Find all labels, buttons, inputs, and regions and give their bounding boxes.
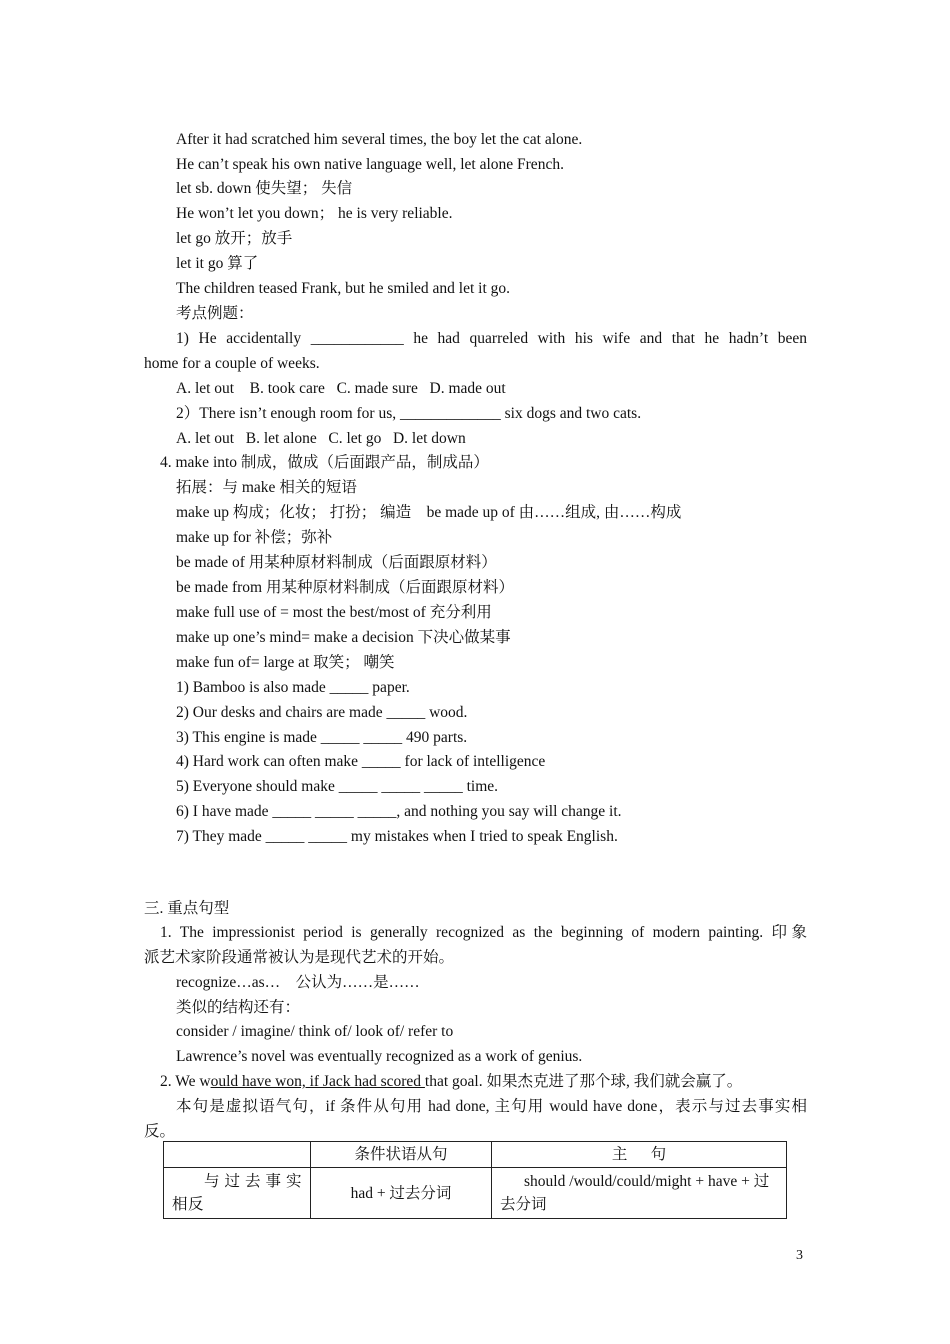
table-header-cell: 条件状语从句 bbox=[311, 1142, 492, 1168]
text-line: 拓展：与 make 相关的短语 bbox=[176, 479, 357, 496]
text-line: 类似的结构还有： bbox=[176, 999, 301, 1016]
text-line: be made of 用某种原材料制成（后面跟原材料） bbox=[176, 554, 497, 571]
cell-text: should /would/could/might + have + 过去分词 bbox=[500, 1173, 770, 1213]
grammar-table bbox=[163, 1141, 787, 1219]
text-line: make up 构成；化妆； 打扮； 编造 be made up of 由……组成, 由……构成 bbox=[176, 504, 682, 521]
exercise-item: 7) They made _____ _____ my mistakes when I tried to speak English. bbox=[176, 828, 618, 845]
text-line: He won’t let you down； he is very reliable. bbox=[176, 205, 453, 222]
table-row bbox=[164, 1168, 787, 1219]
text-line: be made from 用某种原材料制成（后面跟原材料） bbox=[176, 579, 514, 596]
table-cell bbox=[164, 1168, 311, 1219]
exercise-item: 3) This engine is made _____ _____ 490 parts. bbox=[176, 729, 468, 746]
text-line: 反。 bbox=[144, 1123, 176, 1140]
section-heading: 三. 重点句型 bbox=[144, 900, 230, 917]
text-line: A. let out B. let alone C. let go D. let down bbox=[176, 430, 466, 447]
page-number: 3 bbox=[796, 1248, 803, 1263]
text-line: The children teased Frank, but he smiled and let it go. bbox=[176, 280, 511, 297]
table-header-cell: 主 句 bbox=[492, 1142, 787, 1168]
text-line: 2）There isn’t enough room for us, _____________ six dogs and two cats. bbox=[176, 405, 642, 422]
table-cell bbox=[492, 1168, 787, 1219]
text-line: make up for 补偿；弥补 bbox=[176, 529, 333, 546]
table-row bbox=[164, 1142, 787, 1168]
text-line: home for a couple of weeks. bbox=[144, 355, 320, 372]
text-line: Lawrence’s novel was eventually recognized as a work of genius. bbox=[176, 1048, 583, 1065]
exercise-item: 1) Bamboo is also made _____ paper. bbox=[176, 679, 410, 696]
text-line: After it had scratched him several times, the boy let the cat alone. bbox=[176, 131, 583, 148]
table-header-cell bbox=[164, 1142, 311, 1168]
text-line: let go 放开；放手 bbox=[176, 230, 293, 247]
exercise-item: 2) Our desks and chairs are made _____ wood. bbox=[176, 704, 468, 721]
text-line: make fun of= large at 取笑； 嘲笑 bbox=[176, 654, 395, 671]
text-line: 派艺术家阶段通常被认为是现代艺术的开始。 bbox=[144, 949, 455, 966]
table-cell: had + 过去分词 bbox=[311, 1168, 492, 1219]
text-line: recognize…as… 公认为……是…… bbox=[176, 974, 420, 991]
text-line: He can’t speak his own native language well, let alone French. bbox=[176, 156, 564, 173]
text-line: 考点例题： bbox=[176, 305, 254, 322]
cell-text: 与 过 去 事 实 相反 bbox=[172, 1173, 302, 1213]
text-line: 1. The impressionist period is generally recognized as the beginning of modern painting. 印象 bbox=[160, 924, 807, 941]
text-line bbox=[160, 1071, 807, 1093]
text-line: A. let out B. took care C. made sure D. made out bbox=[176, 380, 506, 397]
text-line: let sb. down 使失望； 失信 bbox=[176, 180, 353, 197]
text-line: 1) He accidentally ____________ he had quarreled with his wife and that he hadn’t been bbox=[176, 330, 807, 347]
underlined-text: ould have won, if Jack had scored bbox=[210, 1073, 425, 1090]
exercise-item: 4) Hard work can often make _____ for lack of intelligence bbox=[176, 753, 546, 770]
text-line: let it go 算了 bbox=[176, 255, 259, 272]
text-line: make up one’s mind= make a decision 下决心做某事 bbox=[176, 629, 511, 646]
exercise-item: 6) I have made _____ _____ _____, and nothing you say will change it. bbox=[176, 803, 622, 820]
text-span: that goal. 如果杰克进了那个球, 我们就会赢了。 bbox=[424, 1073, 743, 1090]
text-line: make full use of = most the best/most of 充分利用 bbox=[176, 604, 492, 621]
text-line: 本句是虚拟语气句，if 条件从句用 had done, 主句用 would have done，表示与过去事实相 bbox=[176, 1098, 807, 1115]
text-line: consider / imagine/ think of/ look of/ refer to bbox=[176, 1023, 454, 1040]
text-span: 2. We w bbox=[160, 1073, 211, 1090]
text-line: 4. make into 制成，做成（后面跟产品，制成品） bbox=[160, 454, 489, 471]
exercise-item: 5) Everyone should make _____ _____ _____ time. bbox=[176, 778, 499, 795]
